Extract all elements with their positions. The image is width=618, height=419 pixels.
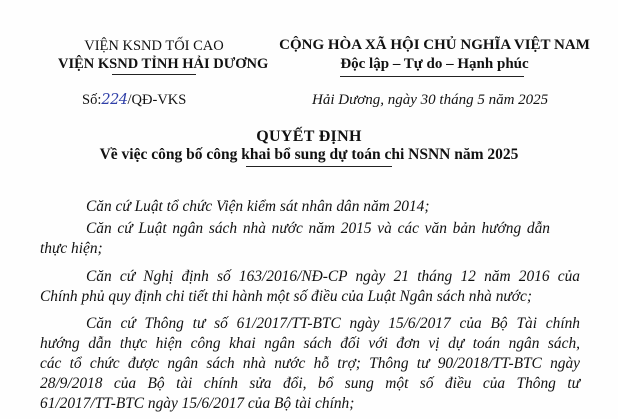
document-heading: QUYẾT ĐỊNH (256, 128, 362, 145)
agency-parent: VIỆN KSND TỐI CAO (84, 38, 224, 54)
body-line: Chính phủ quy định chi tiết thi hành một số điều của Luật Ngân sách nhà nước; (40, 288, 532, 305)
body-line: Căn cứ Nghị định số 163/2016/NĐ-CP ngày 21 tháng 12 năm 2016 của (86, 268, 580, 285)
nation-name: CỘNG HÒA XÃ HỘI CHỦ NGHĨA VIỆT NAM (279, 37, 590, 53)
body-line: 61/2017/TT-BTC ngày 15/6/2017 của Bộ tài chính; (40, 395, 355, 412)
body-line: thực hiện; (40, 240, 103, 257)
body-line: Căn cứ Thông tư số 61/2017/TT-BTC ngày 15/6/2017 của Bộ Tài chính (86, 315, 580, 332)
place-and-date: Hải Dương, ngày 30 tháng 5 năm 2025 (312, 92, 549, 108)
agency-name: VIỆN KSND TỈNH HẢI DƯƠNG (58, 56, 269, 72)
motto-underline (340, 76, 524, 77)
body-line: 28/9/2018 của Bộ tài chính sửa đổi, bổ sung một số điều của Thông tư (40, 375, 580, 392)
body-line: các tổ chức được ngân sách nhà nước hỗ trợ; Thông tư 90/2018/TT-BTC ngày (40, 355, 580, 372)
document-number-handwritten: 224 (101, 92, 128, 108)
body-line: Căn cứ Luật tổ chức Viện kiểm sát nhân dân năm 2014; (86, 198, 430, 215)
document-number-prefix: Số: (82, 92, 102, 108)
body-line: hướng dẫn thực hiện công khai ngân sách đối với đơn vị dự toán ngân sách, (40, 335, 580, 352)
document-number-suffix: /QĐ-VKS (127, 92, 187, 108)
document-subject: Về việc công bố công khai bổ sung dự toán chi NSNN năm 2025 (99, 146, 519, 163)
agency-underline (112, 74, 196, 75)
body-line: Căn cứ Luật ngân sách nhà nước năm 2015 và các văn bản hướng dẫn (86, 220, 550, 237)
document-number (82, 92, 186, 109)
subject-underline (246, 166, 392, 167)
national-motto: Độc lập – Tự do – Hạnh phúc (340, 56, 529, 72)
